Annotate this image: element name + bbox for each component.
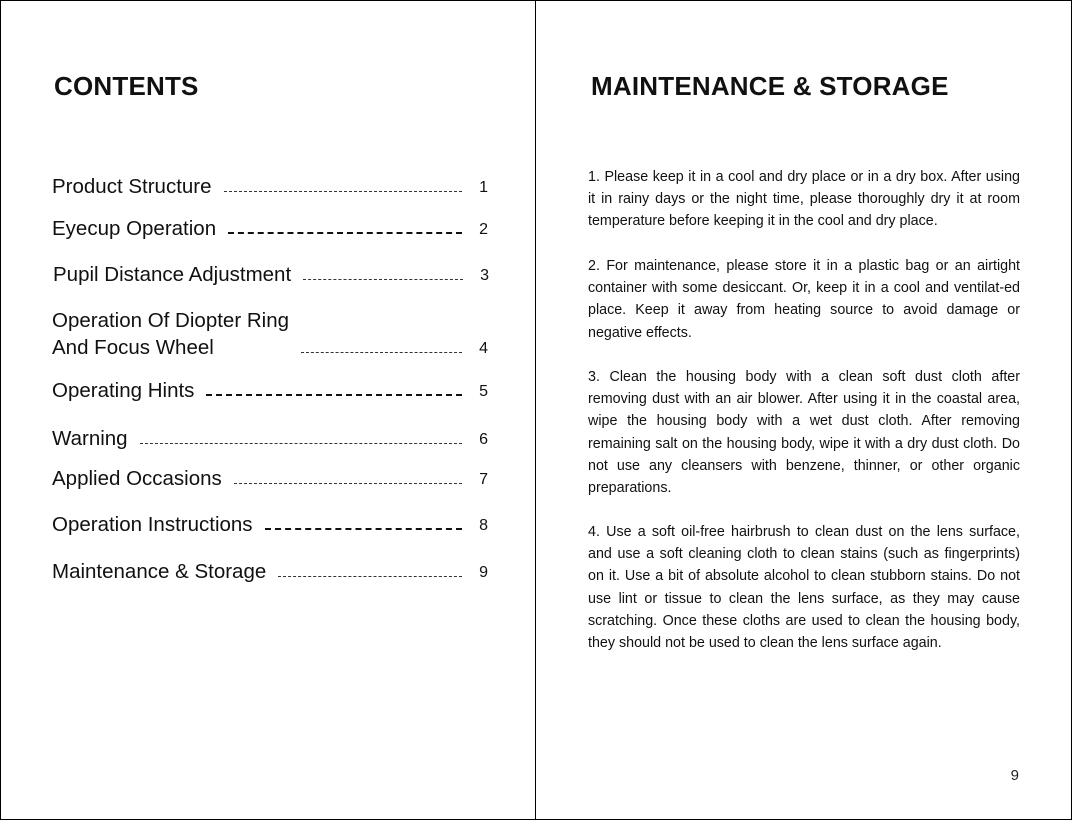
maintenance-page	[536, 1, 1071, 819]
dot-leader	[234, 482, 462, 484]
toc-item-operating-hints[interactable]	[52, 377, 488, 404]
toc-label-line-1: Operation Of Diopter Ring	[52, 309, 290, 332]
toc-page-number: 5	[479, 383, 488, 400]
dot-leader	[278, 575, 462, 577]
toc-label: Eyecup Operation	[52, 217, 217, 240]
toc-item-eyecup-operation[interactable]	[52, 215, 488, 242]
paragraph-1: 1. Please keep it in a cool and dry place or in a dry box. After using it in rainy days or the night time, please thoroughly dry it at room temperature before keeping it in the cool and dry place.	[588, 169, 1020, 230]
toc-item-pupil-distance[interactable]	[53, 261, 489, 288]
toc-page-number: 8	[479, 517, 488, 534]
dot-leader	[140, 442, 462, 444]
toc-label-line-2: And Focus Wheel	[52, 336, 214, 359]
contents-page	[1, 1, 536, 819]
toc-page-number: 1	[479, 179, 488, 196]
contents-heading: CONTENTS	[54, 71, 199, 101]
toc-label: Product Structure	[52, 175, 212, 198]
toc-item-maintenance-storage[interactable]	[52, 558, 488, 585]
paragraph-2: 2. For maintenance, please store it in a plastic bag or an airtight container with some desiccant. Or, keep it in a cool and ventilat-ed place. Keep it away from heating source to avoid damage or negative effects.	[588, 258, 1020, 341]
toc-item-operation-instructions[interactable]	[52, 511, 488, 538]
paragraph-4: 4. Use a soft oil-free hairbrush to clean dust on the lens surface, and use a soft cleaning cloth to clean stains (such as fingerprints) on it. Use a bit of absolute alcohol to clean stubborn stains. Do not use lint or tissue to clean the lens surface, as they may cause scratching. Once these cloths are used to clean the housing body, they should not be used to clean the lens surface again.	[588, 524, 1020, 652]
toc-page-number: 2	[479, 221, 488, 238]
dot-leader	[301, 351, 462, 353]
toc-label: Applied Occasions	[52, 467, 222, 490]
dot-leader	[303, 278, 463, 280]
toc-item-applied-occasions[interactable]	[52, 465, 488, 492]
toc-label: Pupil Distance Adjustment	[53, 263, 292, 286]
paragraph-3: 3. Clean the housing body with a clean soft dust cloth after removing dust with an air blower. After using it in the coastal area, wipe the housing body with a wet dust cloth. After removing remaining salt on the housing body, wipe it with a dry dust cloth. Do not use any cleansers with benzene, thinner, or other organic preparations.	[588, 369, 1020, 497]
toc-item-product-structure[interactable]	[52, 173, 488, 200]
toc-label	[52, 307, 289, 361]
toc-page-number: 7	[479, 471, 488, 488]
toc-label: Warning	[52, 427, 128, 450]
toc-page-number: 6	[479, 431, 488, 448]
toc-page-number: 9	[479, 564, 488, 581]
dot-leader	[265, 527, 462, 530]
toc-page-number: 3	[480, 267, 489, 284]
toc-label: Operating Hints	[52, 379, 195, 402]
maintenance-heading: MAINTENANCE & STORAGE	[591, 71, 949, 101]
dot-leader	[206, 393, 462, 396]
dot-leader	[224, 190, 462, 192]
toc-item-warning[interactable]	[52, 425, 488, 452]
toc-item-diopter-ring[interactable]	[52, 307, 488, 361]
toc-label: Maintenance & Storage	[52, 560, 267, 583]
toc-page-number: 4	[479, 340, 488, 357]
toc-label: Operation Instructions	[52, 513, 253, 536]
dot-leader	[228, 231, 462, 234]
page-number: 9	[1010, 767, 1019, 784]
